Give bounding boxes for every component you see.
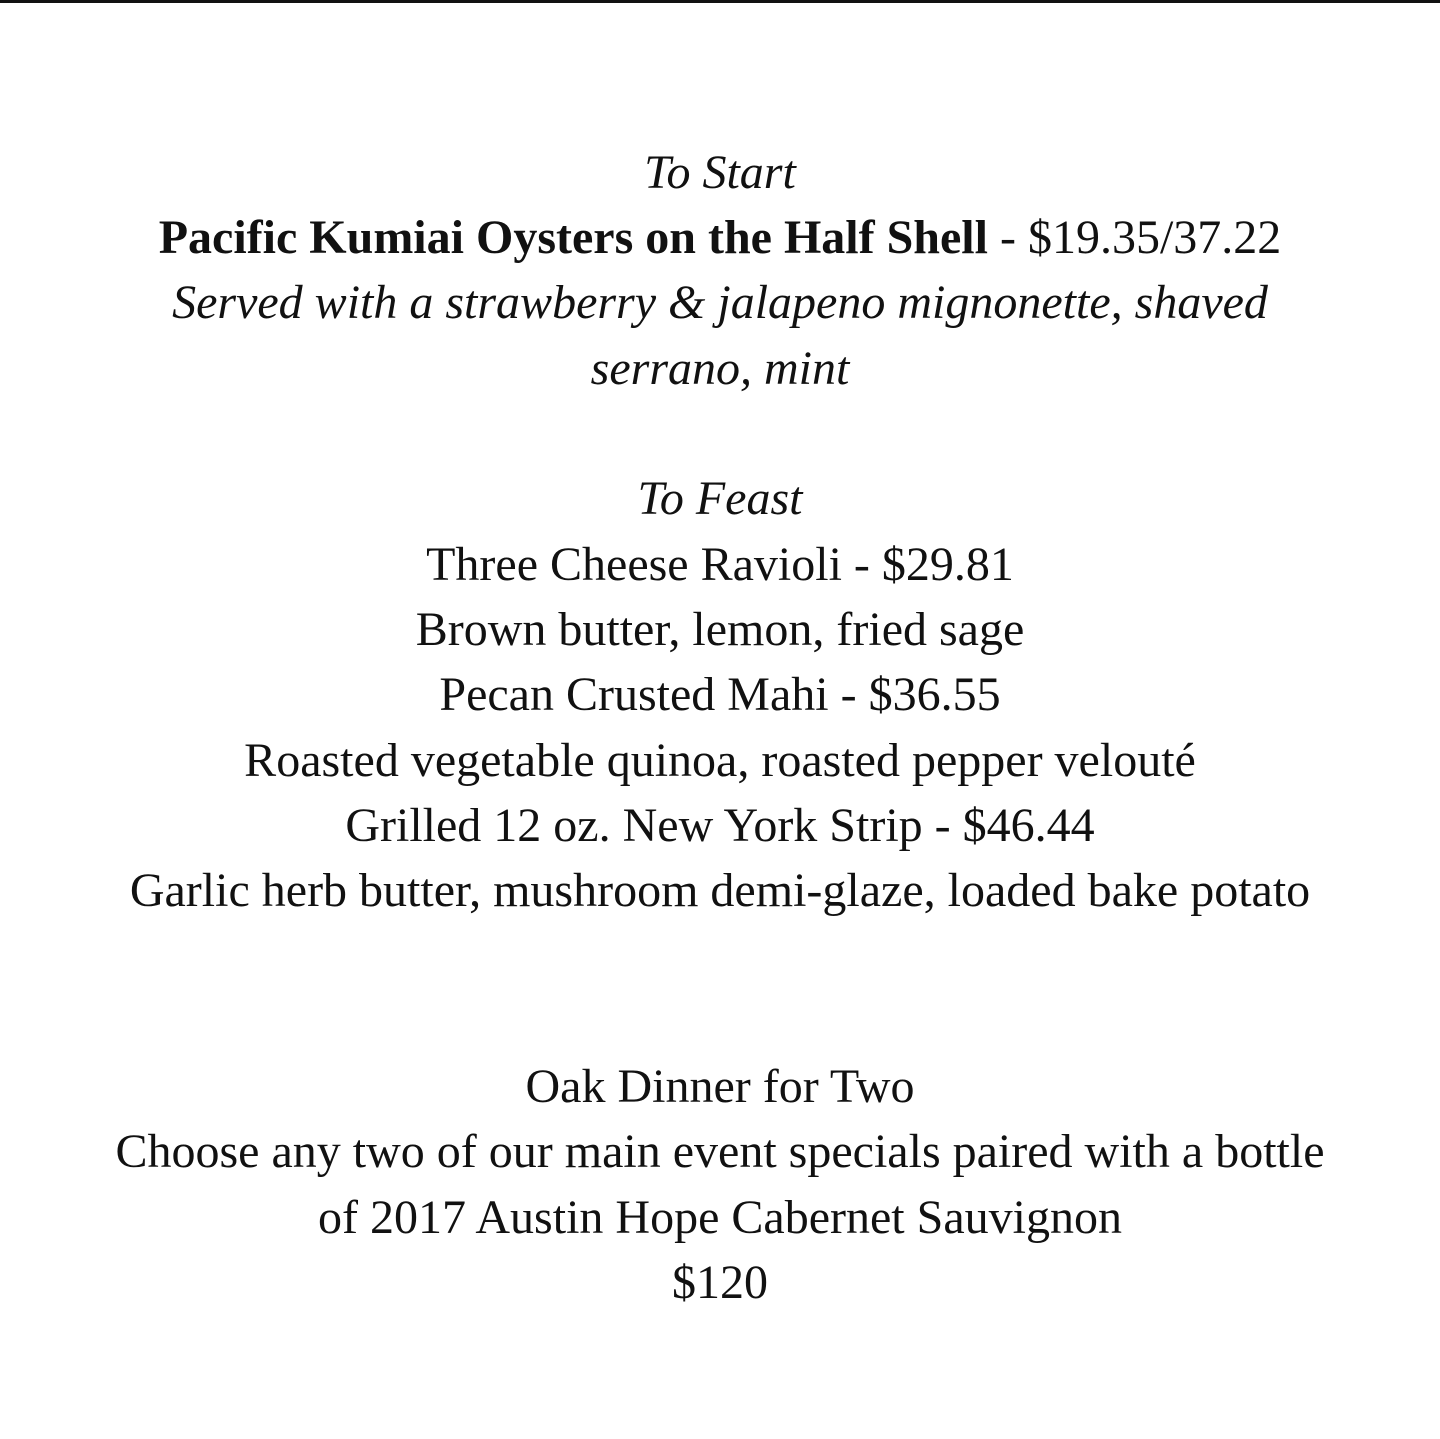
- top-border-line: [0, 0, 1440, 3]
- oyster-desc-line-1: Served with a strawberry & jalapeno mignonette, shaved: [172, 276, 1268, 329]
- dinner-for-two-price: $120: [672, 1256, 768, 1309]
- dinner-for-two-line-1: Choose any two of our main event specials paired with a bottle: [115, 1125, 1325, 1178]
- ravioli-desc: Brown butter, lemon, fried sage: [415, 603, 1025, 656]
- oyster-item-price: - $19.35/37.22: [987, 211, 1282, 264]
- mahi-title: Pecan Crusted Mahi - $36.55: [439, 668, 1001, 721]
- oyster-item-name: Pacific Kumiai Oysters on the Half Shell: [158, 211, 988, 264]
- ravioli-title: Three Cheese Ravioli - $29.81: [426, 538, 1014, 591]
- strip-title: Grilled 12 oz. New York Strip - $46.44: [345, 799, 1095, 852]
- strip-desc: Garlic herb butter, mushroom demi-glaze, loaded bake potato: [129, 864, 1311, 917]
- oyster-desc-line-2: serrano, mint: [590, 342, 850, 395]
- to-start-heading: To Start: [644, 146, 796, 199]
- oyster-item-line: [0, 205, 1440, 271]
- mahi-desc: Roasted vegetable quinoa, roasted pepper velouté: [244, 734, 1196, 787]
- to-feast-heading: To Feast: [637, 472, 803, 525]
- dinner-for-two-line-2: of 2017 Austin Hope Cabernet Sauvignon: [318, 1191, 1122, 1244]
- dinner-for-two-heading: Oak Dinner for Two: [525, 1060, 915, 1113]
